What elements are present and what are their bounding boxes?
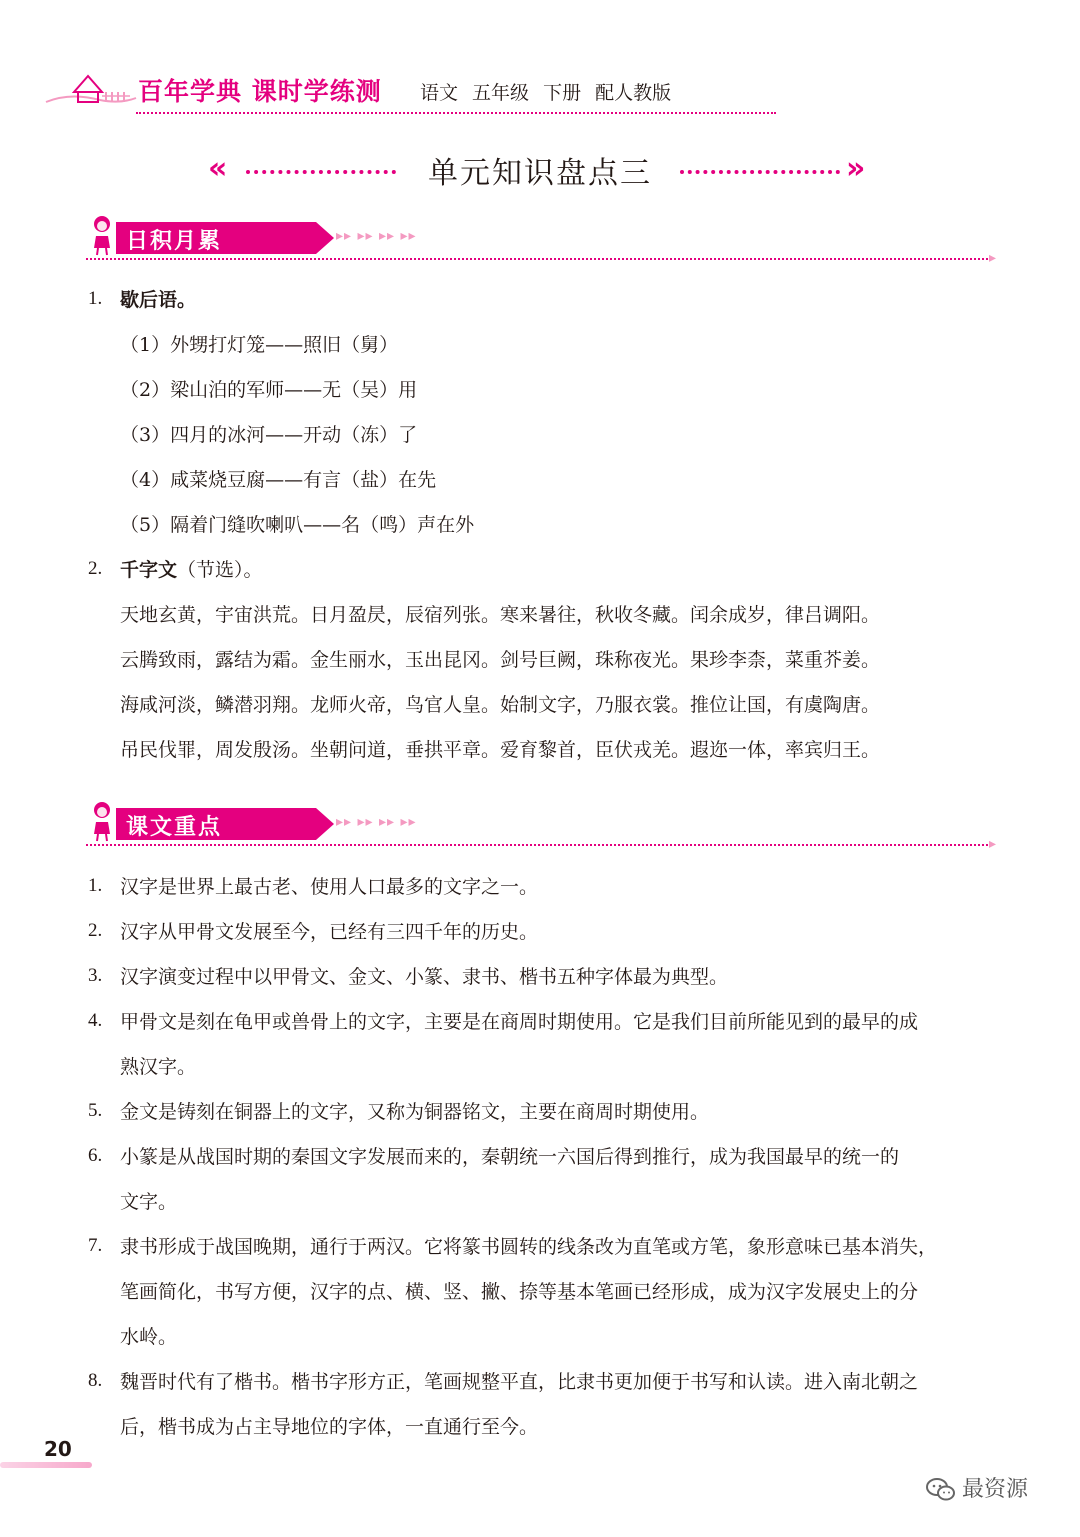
title-dots-right: [680, 170, 840, 174]
list-item-continuation: 水岭。: [120, 1326, 178, 1348]
text-line: 云腾致雨，露结为霜。金生丽水，玉出昆冈。剑号巨阙，珠称夜光。果珍李柰，菜重芥姜。: [120, 649, 881, 671]
list-item: 甲骨文是刻在龟甲或兽骨上的文字，主要是在商周时期使用。它是我们目前所能见到的最早的成: [120, 1011, 919, 1033]
list-item-continuation: 笔画简化，书写方便，汉字的点、横、竖、撇、捺等基本笔画已经形成，成为汉字发展史上的分: [120, 1281, 919, 1303]
question-number: 1.: [88, 288, 103, 309]
text-line: 天地玄黄，宇宙洪荒。日月盈昃，辰宿列张。寒来暑往，秋收冬藏。闰余成岁，律吕调阳。: [120, 604, 881, 626]
list-item: （3）四月的冰河——开动（冻）了: [120, 424, 418, 446]
question-title: [120, 558, 263, 582]
section-arrows-icon: ▸▸ ▸▸ ▸▸ ▸▸: [336, 814, 417, 830]
section-header-kewen: [86, 800, 996, 852]
list-item: 隶书形成于战国晚期，通行于两汉。它将篆书圆转的线条改为直笔或方笔，象形意味已基本消失，: [120, 1236, 938, 1258]
item-number: 3.: [88, 965, 103, 986]
list-item: （4）咸菜烧豆腐——有言（盐）在先: [120, 469, 437, 491]
watermark-text: 最资源: [962, 1477, 1029, 1502]
page-number: 20: [44, 1437, 72, 1461]
question-title-main: 千字文: [120, 559, 178, 581]
unit-title: 单元知识盘点三: [428, 156, 652, 191]
item-number: 4.: [88, 1010, 103, 1031]
house-logo-icon: [40, 62, 140, 112]
item-number: 5.: [88, 1100, 103, 1121]
section-arrows-icon: ▸▸ ▸▸ ▸▸ ▸▸: [336, 228, 417, 244]
rule-arrow-icon: ▸: [988, 250, 996, 266]
item-number: 6.: [88, 1145, 103, 1166]
page-number-bar: [0, 1462, 92, 1468]
list-item: 汉字是世界上最古老、使用人口最多的文字之一。: [120, 876, 539, 898]
header-divider: [136, 112, 776, 114]
list-item: 小篆是从战国时期的秦国文字发展而来的，秦朝统一六国后得到推行，成为我国最早的统一的: [120, 1146, 900, 1168]
subject-info: 语文 五年级 下册 配人教版: [420, 82, 672, 104]
watermark: [926, 1472, 1028, 1503]
list-item: （1）外甥打灯笼——照旧（舅）: [120, 334, 399, 356]
item-number: 8.: [88, 1370, 103, 1391]
list-item: 金文是铸刻在铜器上的文字，又称为铜器铭文，主要在商周时期使用。: [120, 1101, 710, 1123]
girl-mascot-icon: [88, 800, 116, 842]
list-item-continuation: 熟汉字。: [120, 1056, 197, 1078]
brand-title: 百年学典 课时学练测: [138, 77, 382, 106]
item-number: 2.: [88, 920, 103, 941]
list-item: （2）梁山泊的军师——无（吴）用: [120, 379, 418, 401]
section-divider: [86, 844, 988, 846]
item-number: 1.: [88, 875, 103, 896]
section-divider: [86, 258, 988, 260]
question-number: 2.: [88, 558, 103, 579]
double-chevron-right-icon: »: [846, 151, 866, 186]
page-header: [40, 62, 740, 122]
list-item-continuation: 后，楷书成为占主导地位的字体，一直通行至今。: [120, 1416, 539, 1438]
list-item: 汉字演变过程中以甲骨文、金文、小篆、隶书、楷书五种字体最为典型。: [120, 966, 729, 988]
text-line: 吊民伐罪，周发殷汤。坐朝问道，垂拱平章。爱育黎首，臣伏戎羌。遐迩一体，率宾归王。: [120, 739, 881, 761]
section-header-riji: [86, 214, 996, 266]
unit-title-row: [0, 148, 1080, 192]
list-item-continuation: 文字。: [120, 1191, 178, 1213]
list-item: 魏晋时代有了楷书。楷书字形方正，笔画规整平直，比隶书更加便于书写和认读。进入南北朝之: [120, 1371, 919, 1393]
section-tag-kewen: [116, 808, 334, 840]
text-line: 海咸河淡，鳞潜羽翔。龙师火帝，鸟官人皇。始制文字，乃服衣裳。推位让国，有虞陶唐。: [120, 694, 881, 716]
question-title: 歇后语。: [120, 289, 197, 311]
wechat-icon: [926, 1477, 956, 1503]
question-title-suffix: （节选）。: [177, 559, 263, 581]
list-item: 汉字从甲骨文发展至今，已经有三四千年的历史。: [120, 921, 539, 943]
girl-mascot-icon: [88, 214, 116, 256]
section-label-kewen: 课文重点: [126, 815, 223, 840]
double-chevron-left-icon: «: [208, 151, 228, 186]
item-number: 7.: [88, 1235, 103, 1256]
rule-arrow-icon: ▸: [988, 836, 996, 852]
section-label-riji: 日积月累: [126, 229, 223, 254]
list-item: （5）隔着门缝吹喇叭——名（鸣）声在外: [120, 514, 475, 536]
section-tag-riji: [116, 222, 334, 254]
